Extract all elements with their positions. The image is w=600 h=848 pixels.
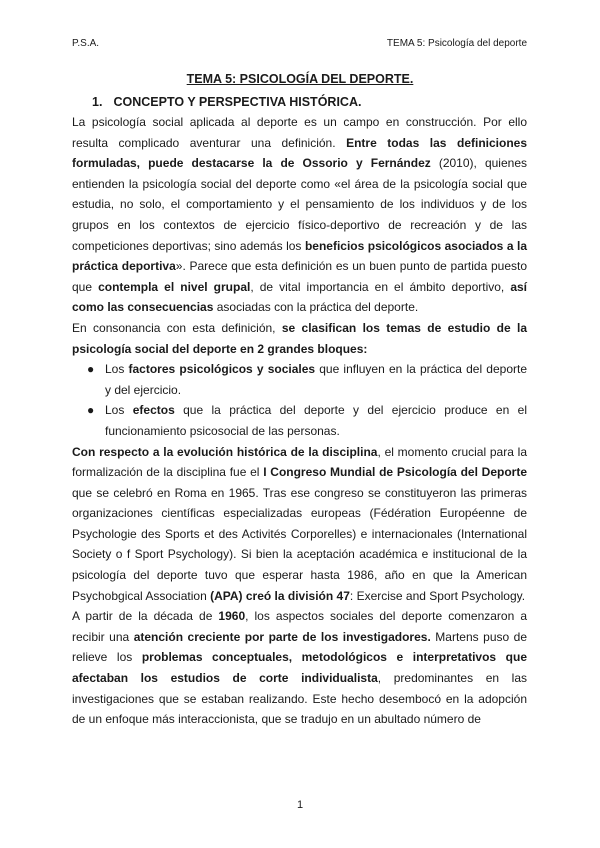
bold-run: atención creciente por parte de los investigadores. (133, 629, 431, 644)
list-item (72, 400, 527, 441)
bold-run: problemas conceptuales, metodológicos e interpretativos que afectaban los estudios de corte individualista (72, 650, 527, 686)
paragraph-1960s (72, 606, 527, 730)
list-item (72, 359, 527, 400)
text-run: , de vital importancia en el ámbito deportivo, (250, 279, 511, 294)
text-run: , predominantes en las investigaciones que se estaban realizando. Este hecho desembocó en la adopción de un enfoque más interaccionista, que se tradujo en un abultado número de (72, 671, 528, 727)
bold-run: (APA) creó la división 47 (210, 588, 350, 603)
bullet-list (72, 359, 527, 441)
header-topic: TEMA 5: Psicología del deporte (386, 38, 527, 49)
text-run: : Exercise and Sport Psychology. (349, 588, 526, 603)
bold-run: se clasifican los temas de estudio de la psicología social del deporte en 2 grandes bloques: (72, 320, 527, 356)
text-run: ». Parece que esta definición es un buen punto de partida puesto que (72, 259, 527, 294)
body-text (72, 112, 527, 730)
bold-run: 1960 (218, 609, 246, 624)
text-run: Los (105, 362, 129, 377)
bold-run: así como las consecuencias (72, 279, 527, 315)
paragraph-definition (72, 112, 527, 318)
paragraph-history (72, 442, 527, 607)
text-run: asociadas con la práctica del deporte. (213, 300, 419, 315)
header-author: P.S.A. (72, 38, 100, 49)
bold-run: Con respecto a la evolución histórica de la disciplina (72, 444, 378, 459)
text-run: , el momento crucial para la formalización de la disciplina fue el (72, 444, 527, 480)
bold-run: contempla el nivel grupal (98, 279, 251, 294)
text-run: que la práctica del deporte y del ejercicio produce en el funcionamiento psicosocial de las personas. (105, 403, 527, 438)
page-number: 1 (296, 799, 304, 811)
section-heading (92, 95, 361, 109)
bullet-icon: ● (87, 403, 95, 418)
text-run: que influyen en la práctica del deporte y del ejercicio. (105, 362, 528, 397)
text-run: Martens puso de relieve los (72, 629, 528, 665)
bullet-icon: ● (87, 362, 95, 377)
bold-run: Entre todas las definiciones formuladas, puede destacarse la de Ossorio y Fernández (72, 135, 528, 171)
section-number: 1. (92, 95, 103, 109)
text-run: (2010), quienes entienden la psicología social del deporte como «el área de la psicología social que estudia, no solo, el comportamiento y el pensamiento de los individuos y de los grupos en los contextos de ejercicio físico-deportivo de recreación y de las competiciones deportivas; sino además los (72, 156, 527, 253)
section-heading-text: CONCEPTO Y PERSPECTIVA HISTÓRICA. (113, 95, 362, 109)
paragraph-classification (72, 318, 527, 359)
text-run: En consonancia con esta definición, (72, 320, 282, 335)
bold-run: factores psicológicos y sociales (128, 362, 316, 377)
text-run: A partir de la década de (72, 609, 219, 624)
bold-run: efectos (132, 403, 175, 418)
page-title: TEMA 5: PSICOLOGÍA DEL DEPORTE. (186, 72, 414, 86)
bold-run: I Congreso Mundial de Psicología del Deporte (263, 465, 528, 480)
text-run: La psicología social aplicada al deporte es un campo en construcción. Por ello resulta complicado aventurar una definición. (72, 115, 527, 150)
text-run: que se celebró en Roma en 1965. Tras ese congreso se constituyeron las primeras organizaciones científicas especializadas europeas (Fédération Européenne de Psychologie des Sports et des Activités Corporelles) e internacionales (International Society o f Sport Psychology). Si bien la aceptación académica e institucional de la psicología del deporte tuvo que esperar hasta 1986, año en que la American Psychobgical Association (72, 485, 527, 603)
text-run: Los (105, 403, 133, 418)
text-run: , los aspectos sociales del deporte comenzaron a recibir una (72, 609, 527, 644)
bold-run: beneficios psicológicos asociados a la práctica deportiva (72, 238, 527, 274)
